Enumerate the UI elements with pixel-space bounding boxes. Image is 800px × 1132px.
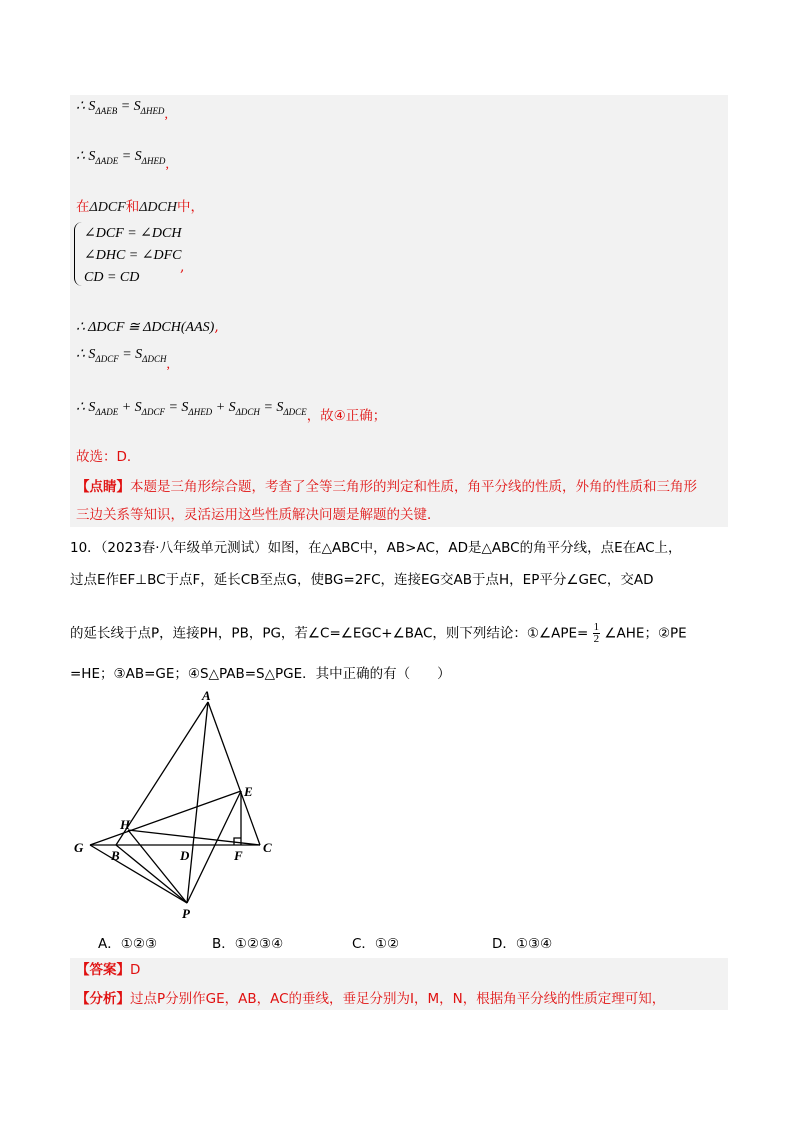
solution-line-6: ∴ $S_{\Delta ADE} + S_{\Delta DCF} = S_{\Delta HED} + S_{\Delta DCH} = S_{\Delta DCE}$，故④正确；: [76, 400, 387, 424]
system-eq-1: ∠DCF = ∠DCH: [84, 226, 182, 241]
solution-line-1: ∴ $S_{\Delta AEB} = S_{\Delta HED}$,: [76, 99, 168, 122]
option-d[interactable]: D．①③④: [492, 936, 553, 952]
question-line-1: 10．（2023春·八年级单元测试）如图，在△ABC中，AB>AC，AD是△ABC的角平分线，点E在AC上，: [70, 540, 682, 556]
option-b[interactable]: B．①②③④: [212, 936, 284, 952]
label-G: G: [74, 840, 84, 855]
question-line-2: 过点E作EF⊥BC于点F，延长CB至点G，使BG=2FC，连接EG交AB于点H，EP平分∠GEC，交AD: [70, 572, 654, 588]
solution-line-4: ∴ ΔDCF ≅ ΔDCH(AAS),: [76, 319, 219, 335]
label-B: B: [111, 848, 120, 863]
label-P: P: [182, 906, 190, 920]
label-D: D: [180, 848, 190, 863]
analysis-line: 【分析】过点P分别作GE，AB，AC的垂线，垂足分别为I，M，N，根据角平分线的性质定理可知，: [76, 991, 666, 1007]
system-eq-2: ∠DHC = ∠DFC: [84, 248, 182, 263]
label-E: E: [244, 784, 253, 799]
answer-line: 【答案】D: [76, 962, 141, 978]
solution-line-2: ∴ $S_{\Delta ADE} = S_{\Delta HED}$,: [76, 149, 169, 172]
label-H: H: [120, 817, 131, 832]
label-C: C: [263, 840, 272, 855]
question-line-4: =HE；③AB=GE；④S△PAB=S△PGE．其中正确的有（ ）: [70, 666, 451, 682]
question-line-3: 的延长线于点P，连接PH，PB，PG，若∠C=∠EGC+∠BAC，则下列结论：①∠APE= $\frac{1}{2}$ ∠AHE；②PE: [70, 621, 687, 645]
solution-line-3: 在ΔDCF和ΔDCH中，: [76, 199, 204, 215]
label-F: F: [234, 848, 243, 863]
system-comma: ,: [180, 259, 185, 275]
option-a[interactable]: A．①②③: [98, 936, 158, 952]
choice-line: 故选：D．: [76, 449, 141, 465]
system-eq-3: CD = CD: [84, 270, 140, 285]
option-c[interactable]: C．①②: [352, 936, 400, 952]
fraction-half: $\frac{1}{2}$: [593, 621, 600, 645]
comment-line-1: 【点睛】本题是三角形综合题，考查了全等三角形的判定和性质，角平分线的性质，外角的性质和三角形: [76, 479, 697, 495]
label-A: A: [202, 690, 211, 703]
geometry-figure: [68, 690, 288, 920]
comment-line-2: 三边关系等知识，灵活运用这些性质解决问题是解题的关键．: [76, 507, 441, 523]
solution-line-5: ∴ $S_{\Delta DCF} = S_{\Delta DCH}$,: [76, 347, 170, 372]
